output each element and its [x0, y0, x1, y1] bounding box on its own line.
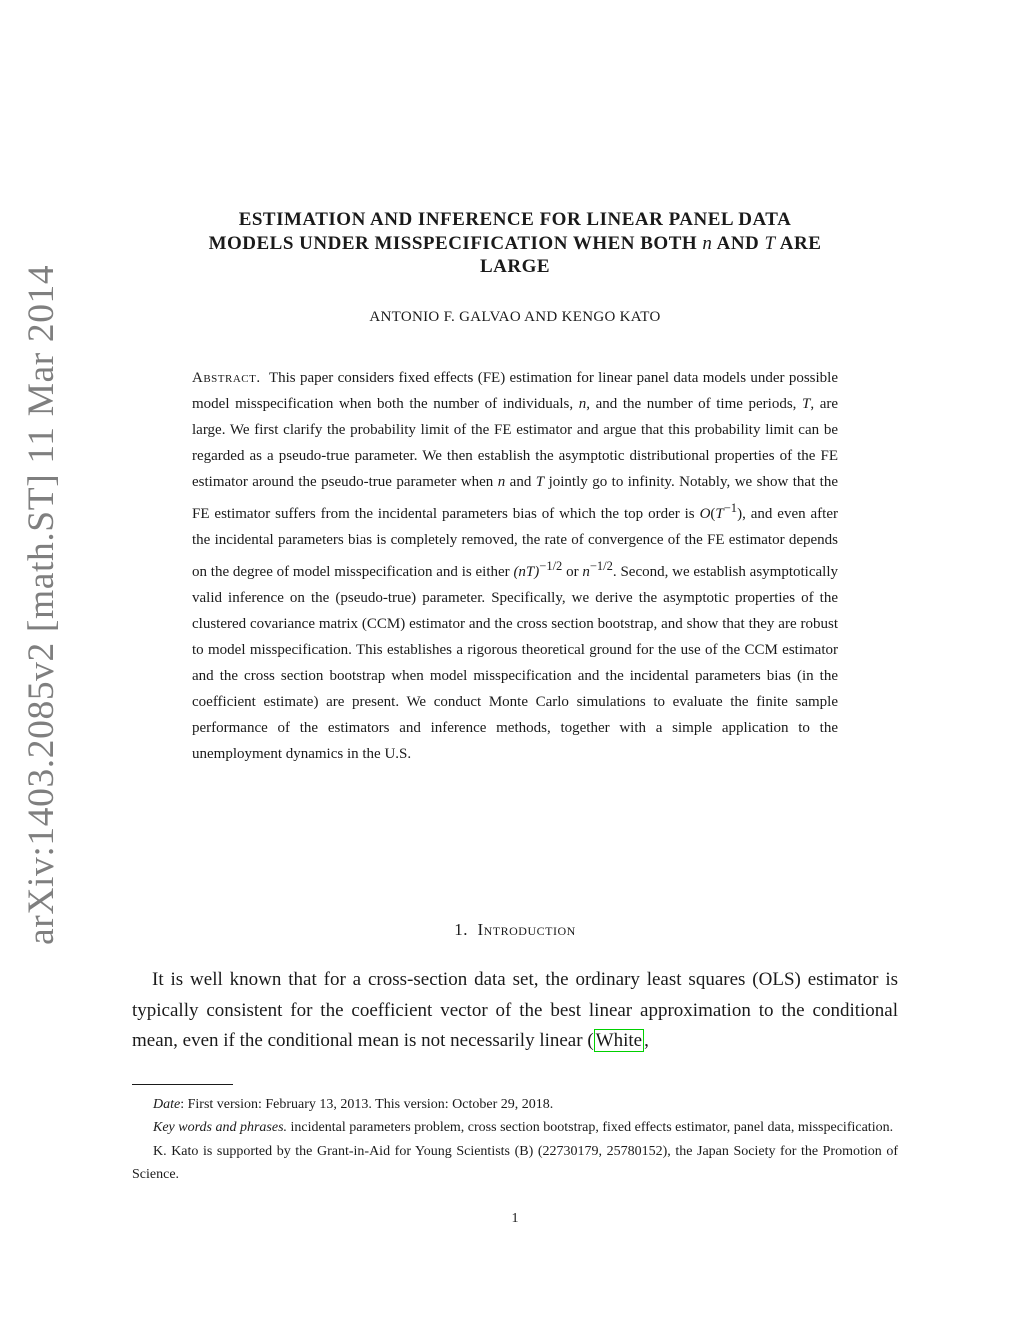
rate-2-base: n: [582, 564, 590, 580]
abstract-s1: This paper considers fixed effects (FE) estimation for linear panel data models under possible model misspecification when both the number of individuals,: [192, 370, 838, 412]
intro-paragraph: [132, 965, 898, 1057]
abstract-s4: and: [505, 474, 536, 490]
section-number: 1.: [454, 920, 468, 939]
abstract-s5: jointly go to infinity. Notably, we show that the FE estimator suffers from the incidental parameters bias of which the top order is: [192, 474, 839, 522]
title-line-2-text: MODELS UNDER MISSPECIFICATION WHEN BOTH: [208, 232, 703, 254]
keywords-text: incidental parameters problem, cross section bootstrap, fixed effects estimator, panel data, misspecification.: [287, 1120, 894, 1135]
abstract-s8: . Second, we establish asymptotically valid inference on the (pseudo-true) parameter. Specifically, we derive the asymptotic properties of the clustered covariance matrix (CCM) estimator and the cross section bootstrap, and show that they are robust to model misspecification. This establishes a rigorous theoretical ground for the use of the CCM estimator and the cross section bootstrap when model misspecification and the incidental parameters bias (in the coefficient estimate) are present. We conduct Monte Carlo simulations to evaluate the finite sample performance of the estimators and inference methods, together with a simple application to the unemployment dynamics in the U.S.: [192, 564, 838, 762]
intro-after-cite: ,: [644, 1030, 649, 1051]
order-exponent: −1: [723, 501, 738, 515]
order-close: ): [737, 506, 743, 522]
abstract: [192, 365, 838, 767]
abstract-var-n-2: n: [497, 474, 506, 490]
citation-link-white[interactable]: White: [595, 1030, 643, 1051]
keywords-label: Key words and phrases.: [153, 1120, 288, 1135]
rate-2-exponent: −1/2: [589, 559, 613, 573]
abstract-s6: , and even after the incidental parameters bias is completely removed, the rate of convergence of the FE estimator depends on the degree of model misspecification and is either: [192, 506, 839, 580]
footnote-date: [132, 1093, 898, 1116]
abstract-var-n: n: [578, 396, 587, 412]
date-text: : First version: February 13, 2013. This version: October 29, 2018.: [180, 1097, 554, 1112]
abstract-s2: , and the number of time periods,: [586, 396, 803, 412]
title-and: AND: [712, 232, 765, 254]
rate-1-base: (nT): [513, 564, 540, 580]
footnotes: [132, 1093, 898, 1186]
date-label: Date: [153, 1097, 181, 1112]
abstract-s7: or: [562, 564, 583, 580]
authors: ANTONIO F. GALVAO AND KENGO KATO: [369, 309, 661, 325]
abstract-s3: , are large. We first clarify the probability limit of the FE estimator and argue that this probability limit can be regarded as a pseudo-true parameter. We then establish the asymptotic distributional properties of the FE estimator around the pseudo-true parameter when: [192, 396, 839, 490]
section-title: Introduction: [477, 920, 576, 939]
footnote-support: K. Kato is supported by the Grant-in-Aid for Young Scientists (B) (22730179, 25780152), the Japan Society for the Promotion of Science.: [132, 1144, 898, 1182]
title-var-n: n: [702, 232, 713, 254]
title-line-3: LARGE: [479, 256, 551, 277]
order-open: (: [710, 506, 716, 522]
title-line-2: [130, 232, 900, 256]
arxiv-stamp: arXiv:1403.2085v2 [math.ST] 11 Mar 2014: [21, 264, 62, 945]
title-line-1: ESTIMATION AND INFERENCE FOR LINEAR PANEL DATA: [238, 209, 792, 230]
footnote-rule: [132, 1084, 233, 1085]
intro-text: It is well known that for a cross-section data set, the ordinary least squares (OLS) estimator is typically consistent for the coefficient vector of the best linear approximation to the conditional mean, even if the conditional mean is not necessarily linear (: [132, 969, 898, 1051]
title-line-2-end: ARE: [775, 232, 822, 254]
rate-1-exponent: −1/2: [539, 559, 563, 573]
order-o: O: [699, 506, 711, 522]
footnote-keywords: [132, 1116, 898, 1139]
order-t: T: [715, 506, 724, 522]
paper-title: [130, 208, 900, 279]
section-heading: [130, 920, 900, 940]
page-number: 1: [511, 1211, 519, 1226]
abstract-var-t: T: [802, 396, 811, 412]
abstract-var-t-2: T: [535, 474, 545, 490]
title-var-t: T: [764, 232, 776, 254]
abstract-heading: Abstract.: [192, 370, 261, 386]
